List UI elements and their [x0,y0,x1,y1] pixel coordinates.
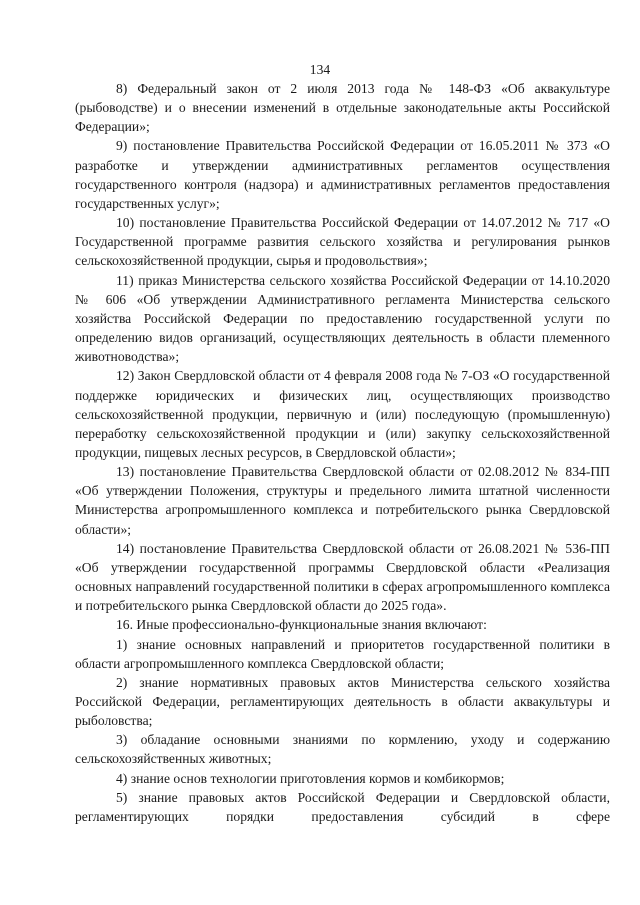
knowledge-item-2: 2) знание нормативных правовых актов Министерства сельского хозяйства Российской Федерации, регламентирующих деятельность в области аквакультуры и рыболовства; [75,674,610,729]
list-item-law-148-fz: 8) Федеральный закон от 2 июля 2013 года № 148-ФЗ «Об аквакультуре (рыбоводстве) и о внесении изменений в отдельные законодательные акты Российской Федерации»; [75,81,610,135]
list-item-order-606: 11) приказ Министерства сельского хозяйства Российской Федерации от 14.10.2020 № 606 «Об утверждении Административного регламента Министерства сельского хозяйства Российской Федерации по предоставлению государственной услуги по определению видов организаций, осуществляющих деятельность в области племенного животноводства»; [75,272,610,365]
knowledge-item-4: 4) знание основ технологии приготовления кормов и комбикормов; [116,770,505,786]
section-heading-other-knowledge: 16. Иные профессионально-функциональные знания включают: [116,617,487,633]
page-number: 134 [309,62,331,77]
list-item-resolution-834-pp: 13) постановление Правительства Свердловской области от 02.08.2012 № 834-ПП «Об утверждении Положения, структуры и предельного лимита штатной численности Министерства агропромышленного комплекса и потребительского рынка Свердловской области»; [75,464,610,537]
knowledge-item-3: 3) обладание основными знаниями по кормлению, уходу и содержанию сельскохозяйственных животных; [75,732,610,767]
document-body [75,79,610,826]
list-item-law-7-oz: 12) Закон Свердловской области от 4 февраля 2008 года № 7-ОЗ «О государственной поддержке юридических и физических лиц, осуществляющих производство сельскохозяйственной продукции, первичную и (или) последующую (промышленную) переработку сельскохозяйственной продукции и (или) закупку сельскохозяйственной продукции, пищевых лесных ресурсов, в Свердловской области»; [75,368,610,460]
list-item-resolution-536-pp: 14) постановление Правительства Свердловской области от 26.08.2021 № 536-ПП «Об утверждении государственной программы Свердловской области «Реализация основных направлений государственной политики в сферах агропромышленного комплекса и потребительского рынка Свердловской области до 2025 года». [75,540,610,614]
knowledge-item-1: 1) знание основных направлений и приоритетов государственной политики в области агропромышленного комплекса Свердловской области; [75,636,610,671]
list-item-resolution-373: 9) постановление Правительства Российской Федерации от 16.05.2011 № 373 «О разработке и утверждении административных регламентов осуществления государственного контроля (надзора) и административных регламентов предоставления государственных услуг»; [75,138,610,211]
knowledge-item-5: 5) знание правовых актов Российской Федерации и Свердловской области, регламентирующих порядки предоставления субсидий в сфере [75,789,610,824]
list-item-resolution-717: 10) постановление Правительства Российской Федерации от 14.07.2012 № 717 «О Государственной программе развития сельского хозяйства и регулирования рынков сельскохозяйственной продукции, сырья и продовольствия»; [75,215,610,269]
